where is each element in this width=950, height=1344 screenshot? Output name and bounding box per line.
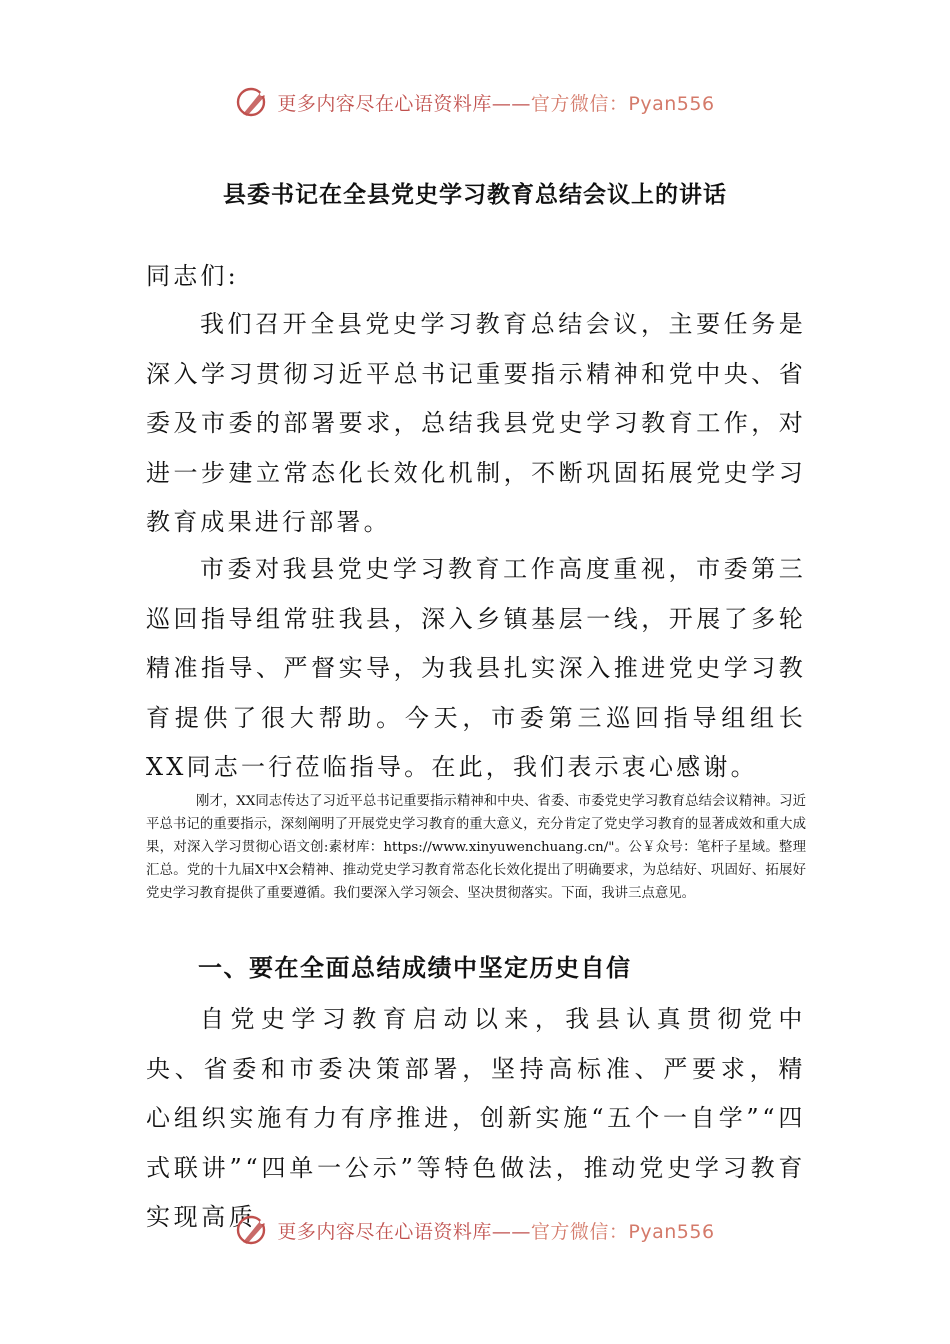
footer-banner bbox=[0, 1210, 950, 1250]
footer-banner-text: 更多内容尽在心语资料库——官方微信：Pyan556 bbox=[277, 1220, 715, 1243]
paragraph-small: 刚才，XX同志传达了习近平总书记重要指示精神和中央、省委、市委党史学习教育总结会议精神。习近平总书记的重要指示，深刻阐明了开展党史学习教育的重大意义，充分肯定了党史学习教育的显著成效和重大成果，对深入学习贯彻心语文创:素材库：https://www.xinyuwenchuang.cn/"。公￥众号：笔杆子星域。整理汇总。党的十九届X中X会精神、推动党史学习教育常态化长效化提出了明确要求，为总结好、巩固好、拓展好党史学习教育提供了重要遵循。我们要深入学习领会、坚决贯彻落实。下面，我讲三点意见。 bbox=[146, 794, 806, 901]
header-banner bbox=[0, 82, 950, 122]
greeting: 同志们: bbox=[146, 262, 239, 290]
header-banner-text: 更多内容尽在心语资料库——官方微信：Pyan556 bbox=[277, 92, 715, 115]
pen-nib-logo-icon bbox=[235, 84, 271, 120]
paragraph-1: 我们召开全县党史学习教育总结会议，主要任务是深入学习贯彻习近平总书记重要指示精神和党中央、省委及市委的部署要求，总结我县党史学习教育工作，对进一步建立常态化长效化机制，不断巩固拓展党史学习教育成果进行部署。 bbox=[146, 310, 806, 536]
document-title: 县委书记在全县党史学习教育总结会议上的讲话 bbox=[223, 182, 727, 208]
paragraph-2: 市委对我县党史学习教育工作高度重视，市委第三巡回指导组常驻我县，深入乡镇基层一线，开展了多轮精准指导、严督实导，为我县扎实深入推进党史学习教育提供了很大帮助。今天，市委第三巡回指导组组长XX同志一行莅临指导。在此，我们表示衷心感谢。 bbox=[146, 555, 806, 781]
section-heading-1: 一、要在全面总结成绩中坚定历史自信 bbox=[198, 954, 632, 982]
pen-nib-logo-icon bbox=[235, 1212, 271, 1248]
paragraph-3: 自党史学习教育启动以来，我县认真贯彻党中央、省委和市委决策部署，坚持高标准、严要求，精心组织实施有力有序推进，创新实施“五个一自学”“四式联讲”“四单一公示”等特色做法，推动党史学习教育实现高质 bbox=[146, 1005, 806, 1231]
